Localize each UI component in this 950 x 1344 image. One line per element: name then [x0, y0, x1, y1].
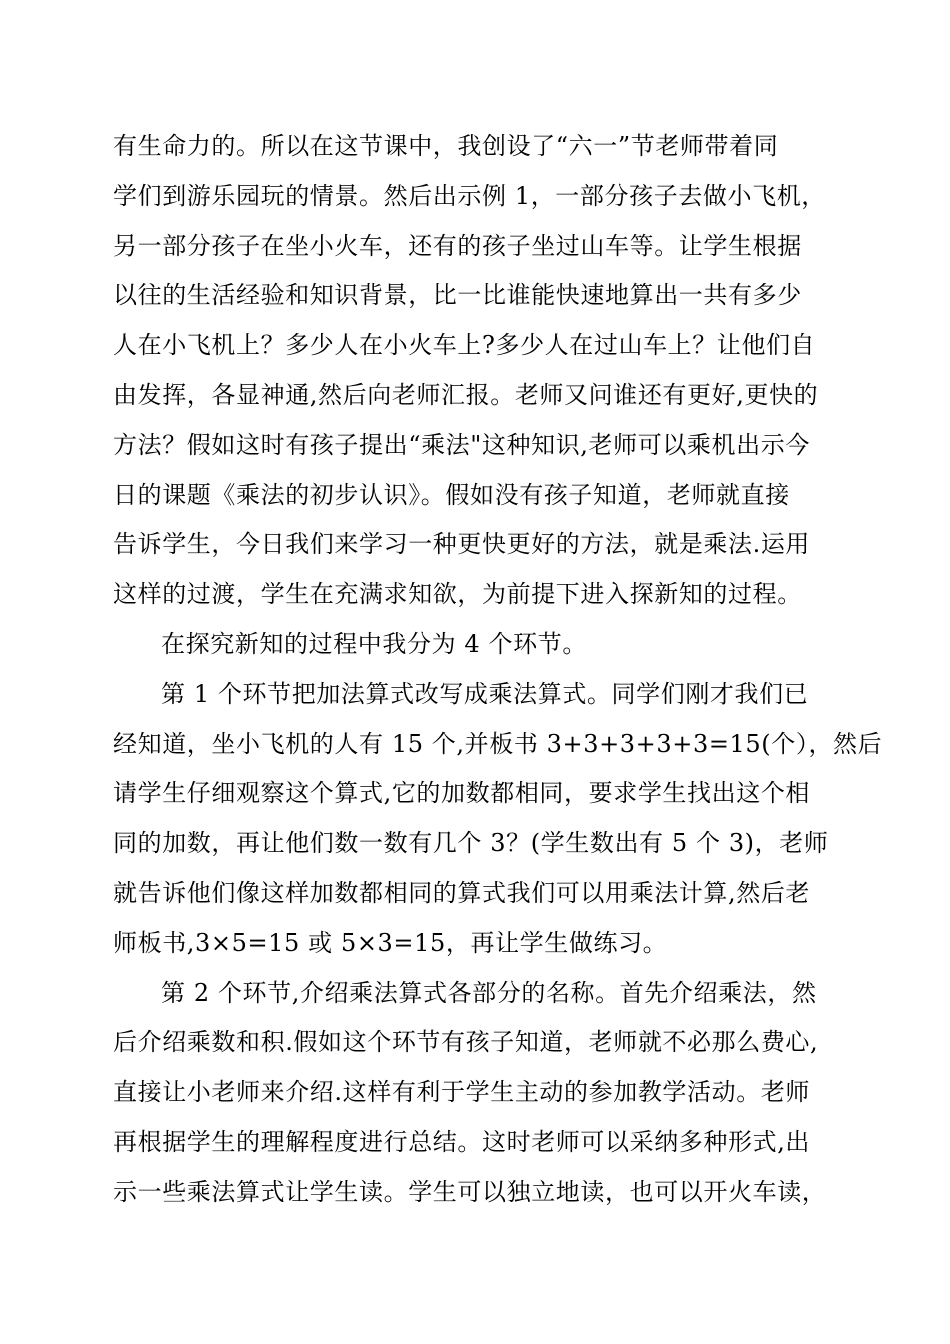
text-line: 后介绍乘数和积.假如这个环节有孩子知道，老师就不必那么费心,: [113, 1028, 819, 1057]
text-line: 再根据学生的理解程度进行总结。这时老师可以采纳多种形式,出: [113, 1127, 811, 1156]
text-line: 就告诉他们像这样加数都相同的算式我们可以用乘法计算,然后老: [113, 878, 811, 907]
text-line: 告诉学生，今日我们来学习一种更快更好的方法，就是乘法.运用: [113, 530, 811, 559]
text-line: 请学生仔细观察这个算式,它的加数都相同，要求学生找出这个相: [113, 779, 811, 808]
text-line: 以往的生活经验和知识背景，比一比谁能快速地算出一共有多少: [113, 281, 802, 310]
text-line: 另一部分孩子在坐小火车，还有的孩子坐过山车等。让学生根据: [113, 231, 802, 260]
text-line: 由发挥，各显神通,然后向老师汇报。老师又问谁还有更好,更快的: [113, 380, 819, 409]
paragraph-start-line: 第 1 个环节把加法算式改写成乘法算式。同学们刚才我们已: [161, 679, 809, 708]
text-line: 学们到游乐园玩的情景。然后出示例 1，一部分孩子去做小飞机，: [113, 181, 826, 210]
paragraph-start-line: 第 2 个环节,介绍乘法算式各部分的名称。首先介绍乘法，然: [161, 978, 817, 1007]
text-line: 日的课题《乘法的初步认识》。假如没有孩子知道，老师就直接: [113, 480, 790, 509]
text-line: 示一些乘法算式让学生读。学生可以独立地读，也可以开火车读，: [113, 1177, 827, 1206]
paragraph-start-line: 在探究新知的过程中我分为 4 个环节。: [161, 629, 587, 658]
text-line: 经知道，坐小飞机的人有 15 个,并板书 3+3+3+3+3=15(个），然后: [113, 729, 883, 758]
text-line: 直接让小老师来介绍.这样有利于学生主动的参加教学活动。老师: [113, 1078, 811, 1107]
text-line: 师板书,3×5=15 或 5×3=15，再让学生做练习。: [113, 928, 668, 957]
text-line: 有生命力的。所以在这节课中，我创设了“六一”节老师带着同: [113, 132, 779, 160]
text-line: 同的加数，再让他们数一数有几个 3？(学生数出有 5 个 3)，老师: [113, 829, 829, 858]
document-body: [113, 122, 883, 1218]
text-line: 方法？假如这时有孩子提出“乘法"这种知识,老师可以乘机出示今: [113, 430, 810, 459]
text-line: 这样的过渡，学生在充满求知欲，为前提下进入探新知的过程。: [113, 580, 802, 609]
text-line: 人在小飞机上？多少人在小火车上?多少人在过山车上？让他们自: [113, 331, 816, 360]
